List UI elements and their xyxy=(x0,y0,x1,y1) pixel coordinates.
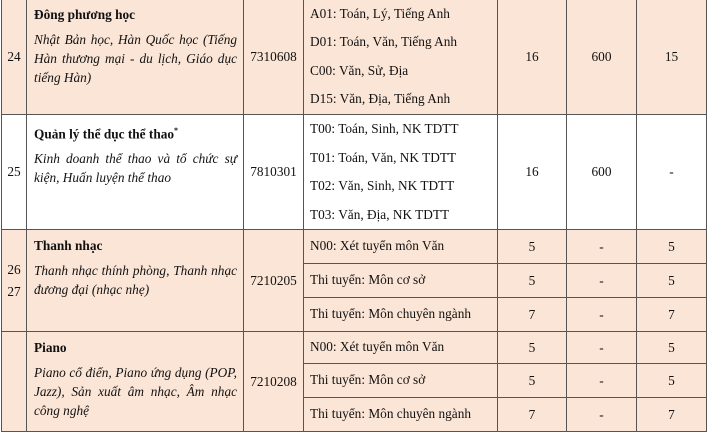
value-col-1: 16 xyxy=(498,115,567,230)
value-col-1: 5 xyxy=(498,264,567,298)
table-row xyxy=(2,332,707,364)
major-description: Thanh nhạc thính phòng, Thanh nhạc đương đại (nhạc nhẹ) xyxy=(34,263,237,297)
combo-item: Thi tuyển: Môn cơ sở xyxy=(304,264,498,298)
value-col-2: - xyxy=(567,298,637,332)
combo-item: Thi tuyển: Môn cơ sở xyxy=(304,364,498,398)
table-row xyxy=(2,230,707,264)
subject-combos xyxy=(304,115,498,230)
combo-item: T00: Toán, Sinh, NK TDTT xyxy=(310,121,459,136)
value-col-2: - xyxy=(567,364,637,398)
major-cell xyxy=(27,0,244,115)
value-col-2: 600 xyxy=(567,115,637,230)
table-row xyxy=(2,115,707,230)
major-code: 7210205 xyxy=(244,230,304,332)
value-col-1: 5 xyxy=(498,364,567,398)
value-col-2: - xyxy=(567,398,637,432)
combo-item: N00: Xét tuyển môn Văn xyxy=(304,332,498,364)
major-title: Quản lý thể dục thể thao xyxy=(34,126,175,142)
value-col-3: 15 xyxy=(637,0,707,115)
value-col-2: - xyxy=(567,264,637,298)
major-mark: * xyxy=(174,126,179,135)
major-cell xyxy=(27,332,244,432)
major-title: Thanh nhạc xyxy=(34,238,103,253)
value-col-3: 5 xyxy=(637,364,707,398)
combo-item: D15: Văn, Địa, Tiếng Anh xyxy=(310,91,451,106)
major-code: 7810301 xyxy=(244,115,304,230)
combo-item: Thi tuyển: Môn chuyên ngành xyxy=(304,398,498,432)
combo-item: T02: Văn, Sinh, NK TDTT xyxy=(310,178,455,193)
value-col-2: - xyxy=(567,332,637,364)
row-number xyxy=(2,230,27,332)
table-row xyxy=(2,0,707,115)
major-description: Piano cổ điển, Piano ứng dụng (POP, Jazz), Sản xuất âm nhạc, Âm nhạc công nghệ xyxy=(34,365,237,418)
row-number xyxy=(2,332,27,432)
value-col-1: 5 xyxy=(498,332,567,364)
combo-item: Thi tuyển: Môn chuyên ngành xyxy=(304,298,498,332)
major-title: Đông phương học xyxy=(34,7,136,22)
major-description: Nhật Bản học, Hàn Quốc học (Tiếng Hàn thương mại - du lịch, Giáo dục tiếng Hàn) xyxy=(34,32,237,85)
value-col-3: - xyxy=(637,115,707,230)
value-col-1: 7 xyxy=(498,298,567,332)
value-col-1: 5 xyxy=(498,230,567,264)
combo-item: A01: Toán, Lý, Tiếng Anh xyxy=(310,5,450,21)
value-col-3: 5 xyxy=(637,230,707,264)
row-number: 25 xyxy=(2,115,27,230)
combo-item: T01: Toán, Văn, NK TDTT xyxy=(310,149,457,165)
value-col-2: 600 xyxy=(567,0,637,115)
row-number-b: 27 xyxy=(7,283,21,299)
admission-table xyxy=(1,0,707,432)
value-col-3: 5 xyxy=(637,332,707,364)
major-title-wrap xyxy=(34,121,237,143)
combo-item: C00: Văn, Sử, Địa xyxy=(310,62,409,78)
combo-item: N00: Xét tuyển môn Văn xyxy=(304,230,498,264)
major-title: Piano xyxy=(34,340,67,355)
value-col-1: 7 xyxy=(498,398,567,432)
row-number-a: 26 xyxy=(7,261,21,277)
subject-combos xyxy=(304,0,498,115)
major-code: 7210208 xyxy=(244,332,304,432)
row-number: 24 xyxy=(2,0,27,115)
value-col-3: 7 xyxy=(637,298,707,332)
major-cell xyxy=(27,115,244,230)
value-col-2: - xyxy=(567,230,637,264)
combo-item: D01: Toán, Văn, Tiếng Anh xyxy=(310,34,458,49)
value-col-3: 5 xyxy=(637,264,707,298)
value-col-3: 7 xyxy=(637,398,707,432)
major-cell xyxy=(27,230,244,332)
major-code: 7310608 xyxy=(244,0,304,115)
value-col-1: 16 xyxy=(498,0,567,115)
major-description: Kinh doanh thể thao và tổ chức sự kiện, Huấn luyện thể thao xyxy=(34,151,237,186)
combo-item: T03: Văn, Địa, NK TDTT xyxy=(310,206,450,222)
